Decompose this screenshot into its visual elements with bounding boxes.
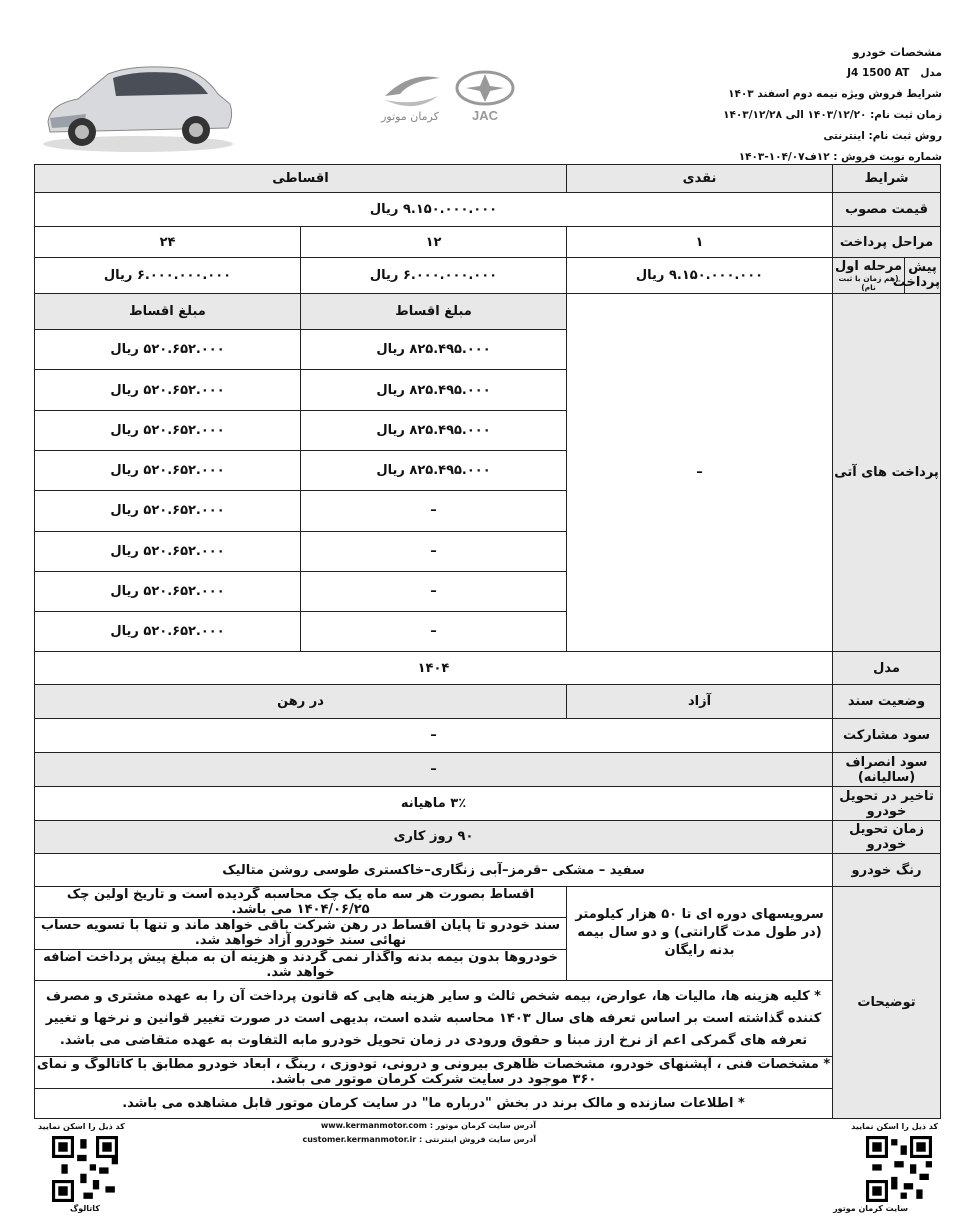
cash-header: نقدی [567, 165, 833, 193]
delay-label: تاخیر در تحویل خودرو [833, 787, 941, 820]
installment-12-row: ۸۲۵.۴۹۵.۰۰۰ ریال [301, 330, 567, 370]
note-manufacturer: * اطلاعات سازنده و مالک برند در بخش "درباره ما" در سایت کرمان موتور قابل مشاهده می باشد. [35, 1088, 833, 1118]
doc-status-label: وضعیت سند [833, 684, 941, 718]
installment-12-row: ۸۲۵.۴۹۵.۰۰۰ ریال [301, 370, 567, 410]
installment-24-row: ۵۲۰.۶۵۲.۰۰۰ ریال [35, 491, 301, 531]
installment-24-row: ۵۲۰.۶۵۲.۰۰۰ ریال [35, 451, 301, 491]
model-label: مدل [920, 67, 942, 79]
installment-12-row: – [301, 531, 567, 571]
installment-24-row: ۵۲۰.۶۵۲.۰۰۰ ریال [35, 410, 301, 450]
qr-catalog-caption: کاتالوگ [70, 1204, 100, 1213]
spec-block [682, 42, 942, 168]
qr-code-catalog-icon[interactable] [52, 1136, 118, 1202]
delay-value: ۳٪ ماهیانه [35, 787, 833, 820]
car-image [38, 44, 238, 156]
installment-12-row: ۸۲۵.۴۹۵.۰۰۰ ریال [301, 451, 567, 491]
sale-conditions-line: شرایط فروش ویژه نیمه دوم اسفند ۱۴۰۳ [728, 88, 942, 100]
prepay-label: پیش پرداخت [905, 257, 941, 293]
installment-24-row: ۵۲۰.۶۵۲.۰۰۰ ریال [35, 370, 301, 410]
stage-cash: ۱ [567, 227, 833, 257]
future-payments-label: پرداخت های آتی [833, 293, 941, 652]
note-insurance: خودروها بدون بیمه بدنه واگذار نمی گردند و هزینه آن به مبلغ پیش پرداخت اضافه خواهد شد. [35, 949, 567, 980]
partnership-label: سود مشارکت [833, 718, 941, 752]
sales-table [34, 164, 941, 1119]
stage-12: ۱۲ [301, 227, 567, 257]
cancel-value: – [35, 753, 833, 787]
prepay-cash: ۹.۱۵۰.۰۰۰.۰۰۰ ریال [567, 257, 833, 293]
model-line [682, 63, 942, 84]
model-value: J4 1500 AT [847, 67, 910, 79]
delivery-value: ۹۰ روز کاری [35, 820, 833, 853]
notes-label: توضیحات [833, 887, 941, 1119]
qr-site-caption: سایت کرمان موتور [833, 1204, 908, 1213]
installment-24-row: ۵۲۰.۶۵۲.۰۰۰ ریال [35, 330, 301, 370]
installment-12-row: ۸۲۵.۴۹۵.۰۰۰ ریال [301, 410, 567, 450]
installment-12-row: – [301, 571, 567, 611]
brand-logo [380, 66, 520, 126]
conditions-label: شرایط [833, 165, 941, 193]
installment-amount-header-24: مبلغ اقساط [35, 293, 301, 329]
approved-price-label: قیمت مصوب [833, 193, 941, 227]
first-stage-sub: (هم زمان با ثبت نام) [838, 273, 899, 292]
doc-status-installment: در رهن [35, 684, 567, 718]
note-specs: * مشخصات فنی ، آپشنهای خودرو، مشخصات ظاهری بیرونی و درونی، تودوزی ، رینگ ، ابعاد خودرو مطابق با کاتالوگ و نمای ۳۶۰ موجود در سایت شرکت کرمان موتور می باشد. [35, 1057, 833, 1088]
approved-price: ۹.۱۵۰.۰۰۰.۰۰۰ ریال [35, 193, 833, 227]
color-label: رنگ خودرو [833, 853, 941, 886]
installment-12-row: – [301, 491, 567, 531]
scan-instruction-right: کد ذیل را اسکن نمایید [851, 1122, 938, 1131]
installment-24-row: ۵۲۰.۶۵۲.۰۰۰ ریال [35, 612, 301, 652]
first-stage-title: مرحله اول [835, 258, 903, 274]
spec-title: مشخصات خودرو [852, 46, 942, 59]
site-url-link[interactable]: www.kermanmotor.com [320, 1121, 428, 1130]
registration-method-line: روش ثبت نام: اینترنتی [823, 130, 942, 142]
installment-amount-header-12: مبلغ اقساط [301, 293, 567, 329]
online-label: آدرس سایت فروش اینترنتی : [418, 1135, 536, 1144]
future-cash: – [567, 293, 833, 652]
partnership-value: – [35, 718, 833, 752]
installment-header: اقساطی [35, 165, 567, 193]
stages-label: مراحل پرداخت [833, 227, 941, 257]
installment-24-row: ۵۲۰.۶۵۲.۰۰۰ ریال [35, 531, 301, 571]
note-costs: * کلیه هزینه ها، مالیات ها، عوارض، بیمه شخص ثالث و سایر هزینه هایی که قانون پرداخت آن را به عهده مشتری و مصرف کننده گذاشته است بر اساس تعرفه های سال ۱۴۰۳ محاسبه شده است، بدیهی است در صورت تغییر قوانین و نرخها و تغییر تعرفه های گمرکی اعم از نرخ ارز مبنا و حقوق ورودی در زمان تحویل خودرو مابه التفاوت به عهده متقاضی می باشد. [35, 980, 833, 1057]
model-row-label: مدل [833, 652, 941, 684]
scan-instruction-left: کد ذیل را اسکن نمایید [38, 1122, 125, 1131]
sale-number-line: شماره نوبت فروش : ۱۲ف۱۰۴/۰۷-۱۴۰۳ [738, 151, 942, 163]
site-label: آدرس سایت کرمان موتور : [429, 1121, 536, 1130]
note-document: سند خودرو تا پایان اقساط در رهن شرکت باقی خواهد ماند و تنها با تسویه حساب نهائی سند خودرو آزاد خواهد شد. [35, 918, 567, 949]
registration-time-line: زمان ثبت نام: ۱۴۰۳/۱۲/۲۰ الی ۱۴۰۳/۱۲/۲۸ [723, 109, 942, 121]
installment-12-row: – [301, 612, 567, 652]
online-address-line [302, 1135, 536, 1144]
delivery-label: زمان تحویل خودرو [833, 820, 941, 853]
stage-24: ۲۴ [35, 227, 301, 257]
color-value: سفید – مشکی –قرمز–آبی زنگاری–خاکستری طوسی روشن متالیک [35, 853, 833, 886]
model-row-value: ۱۴۰۴ [35, 652, 833, 684]
service-note: سرویسهای دوره ای تا ۵۰ هزار کیلومتر (در طول مدت گارانتی) و دو سال بیمه بدنه رایگان [567, 887, 833, 981]
online-url-link[interactable]: customer.kermanmotor.ir [302, 1135, 417, 1144]
installment-24-row: ۵۲۰.۶۵۲.۰۰۰ ریال [35, 571, 301, 611]
cancel-label: سود انصراف (سالیانه) [833, 753, 941, 787]
site-address-line [321, 1121, 536, 1130]
prepay-12: ۶.۰۰۰.۰۰۰.۰۰۰ ریال [301, 257, 567, 293]
prepay-24: ۶.۰۰۰.۰۰۰.۰۰۰ ریال [35, 257, 301, 293]
note-installments: اقساط بصورت هر سه ماه یک چک محاسبه گردیده است و تاریخ اولین چک ۱۴۰۴/۰۶/۲۵ می باشد. [35, 887, 567, 918]
qr-code-site-icon[interactable] [866, 1136, 932, 1202]
doc-status-cash: آزاد [567, 684, 833, 718]
logo-text: کرمان موتور [381, 110, 439, 123]
brand-text: JAC [471, 108, 499, 123]
